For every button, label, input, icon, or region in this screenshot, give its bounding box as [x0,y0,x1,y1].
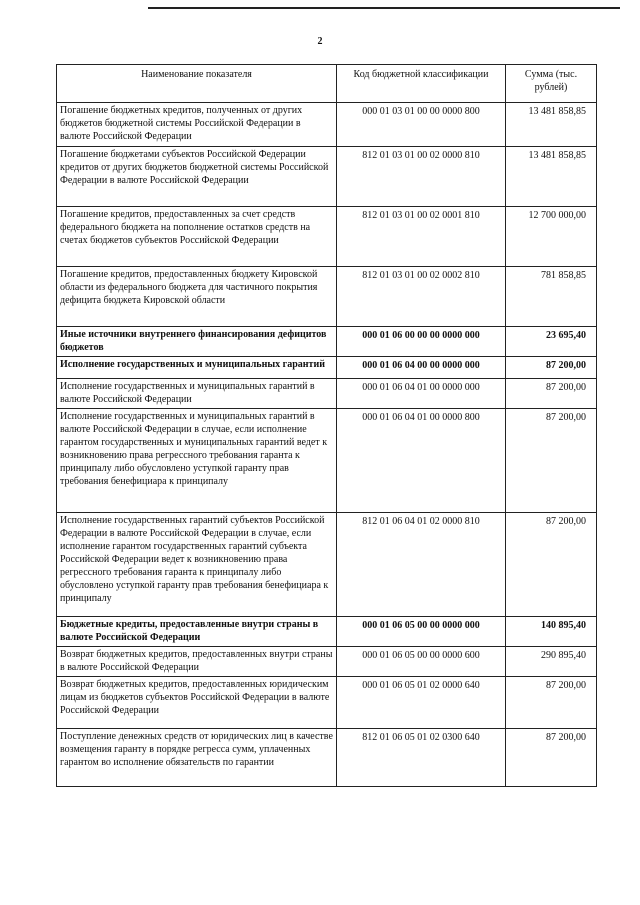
cell-name: Возврат бюджетных кредитов, предоставленных внутри страны в валюте Российской Федерации [57,647,337,677]
table-row [57,729,597,787]
cell-sum: 87 200,00 [506,379,597,409]
cell-sum: 12 700 000,00 [506,207,597,267]
table-header-row [57,65,597,103]
cell-code: 000 01 06 04 00 00 0000 000 [337,357,506,379]
cell-code: 000 01 06 04 01 00 0000 800 [337,409,506,513]
cell-sum: 13 481 858,85 [506,103,597,147]
cell-name: Бюджетные кредиты, предоставленные внутри страны в валюте Российской Федерации [57,617,337,647]
table-body [57,103,597,787]
cell-name: Иные источники внутреннего финансирования дефицитов бюджетов [57,327,337,357]
table-row [57,357,597,379]
cell-name: Погашение бюджетами субъектов Российской Федерации кредитов от других бюджетов бюджетной системы Российской Федерации в валюте Российской Федерации [57,147,337,207]
table-row [57,677,597,729]
cell-sum: 13 481 858,85 [506,147,597,207]
cell-code: 000 01 06 05 00 00 0000 000 [337,617,506,647]
cell-sum: 87 200,00 [506,409,597,513]
cell-code: 000 01 03 01 00 00 0000 800 [337,103,506,147]
cell-name: Погашение бюджетных кредитов, полученных от других бюджетов бюджетной системы Российской Федерации в валюте Российской Федерации [57,103,337,147]
cell-code: 812 01 03 01 00 02 0002 810 [337,267,506,327]
table-row [57,379,597,409]
cell-code: 812 01 03 01 00 02 0000 810 [337,147,506,207]
table-row [57,409,597,513]
table-row [57,147,597,207]
cell-code: 000 01 06 05 01 02 0000 640 [337,677,506,729]
table-row [57,103,597,147]
header-code: Код бюджетной классификации [337,65,506,103]
budget-table [56,64,597,787]
cell-name: Погашение кредитов, предоставленных за счет средств федерального бюджета на пополнение остатков средств на счетах бюджетов субъектов Российской Федерации [57,207,337,267]
page-number: 2 [317,36,323,47]
table-row [57,327,597,357]
top-rule [148,7,620,9]
cell-sum: 290 895,40 [506,647,597,677]
table-row [57,617,597,647]
cell-sum: 23 695,40 [506,327,597,357]
cell-name: Возврат бюджетных кредитов, предоставленных юридическим лицам из бюджетов субъектов Российской Федерации в валюте Российской Федерации [57,677,337,729]
table-row [57,267,597,327]
cell-name: Исполнение государственных и муниципальных гарантий [57,357,337,379]
cell-sum: 87 200,00 [506,729,597,787]
cell-code: 812 01 03 01 00 02 0001 810 [337,207,506,267]
cell-name: Исполнение государственных и муниципальных гарантий в валюте Российской Федерации в случае, если исполнение гарантом государственных и муниципальных гарантий ведет к возникновению права регрессного требования гаранта к принципалу либо обусловлено уступкой гаранту прав требования бенефициара к принципалу [57,409,337,513]
cell-sum: 140 895,40 [506,617,597,647]
cell-code: 000 01 06 00 00 00 0000 000 [337,327,506,357]
header-sum: Сумма (тыс. рублей) [506,65,597,103]
cell-code: 000 01 06 05 00 00 0000 600 [337,647,506,677]
table-row [57,647,597,677]
cell-name: Исполнение государственных гарантий субъектов Российской Федерации в валюте Российской Федерации в случае, если исполнение гарантом государственных гарантий субъекта Российской Федерации ведет к возникновению права регрессного требования гаранта к принципалу либо обусловлено уступкой гаранту прав требования бенефициара к принципалу [57,513,337,617]
table-row [57,207,597,267]
cell-code: 000 01 06 04 01 00 0000 000 [337,379,506,409]
cell-sum: 781 858,85 [506,267,597,327]
cell-sum: 87 200,00 [506,677,597,729]
cell-sum: 87 200,00 [506,357,597,379]
cell-sum: 87 200,00 [506,513,597,617]
cell-code: 812 01 06 05 01 02 0300 640 [337,729,506,787]
header-name: Наименование показателя [57,65,337,103]
cell-code: 812 01 06 04 01 02 0000 810 [337,513,506,617]
table-row [57,513,597,617]
cell-name: Поступление денежных средств от юридических лиц в качестве возмещения гаранту в порядке регресса сумм, уплаченных гарантом во исполнение обязательств по гарантии [57,729,337,787]
cell-name: Погашение кредитов, предоставленных бюджету Кировской области из федерального бюджета для частичного покрытия дефицита бюджета Кировской области [57,267,337,327]
cell-name: Исполнение государственных и муниципальных гарантий в валюте Российской Федерации [57,379,337,409]
